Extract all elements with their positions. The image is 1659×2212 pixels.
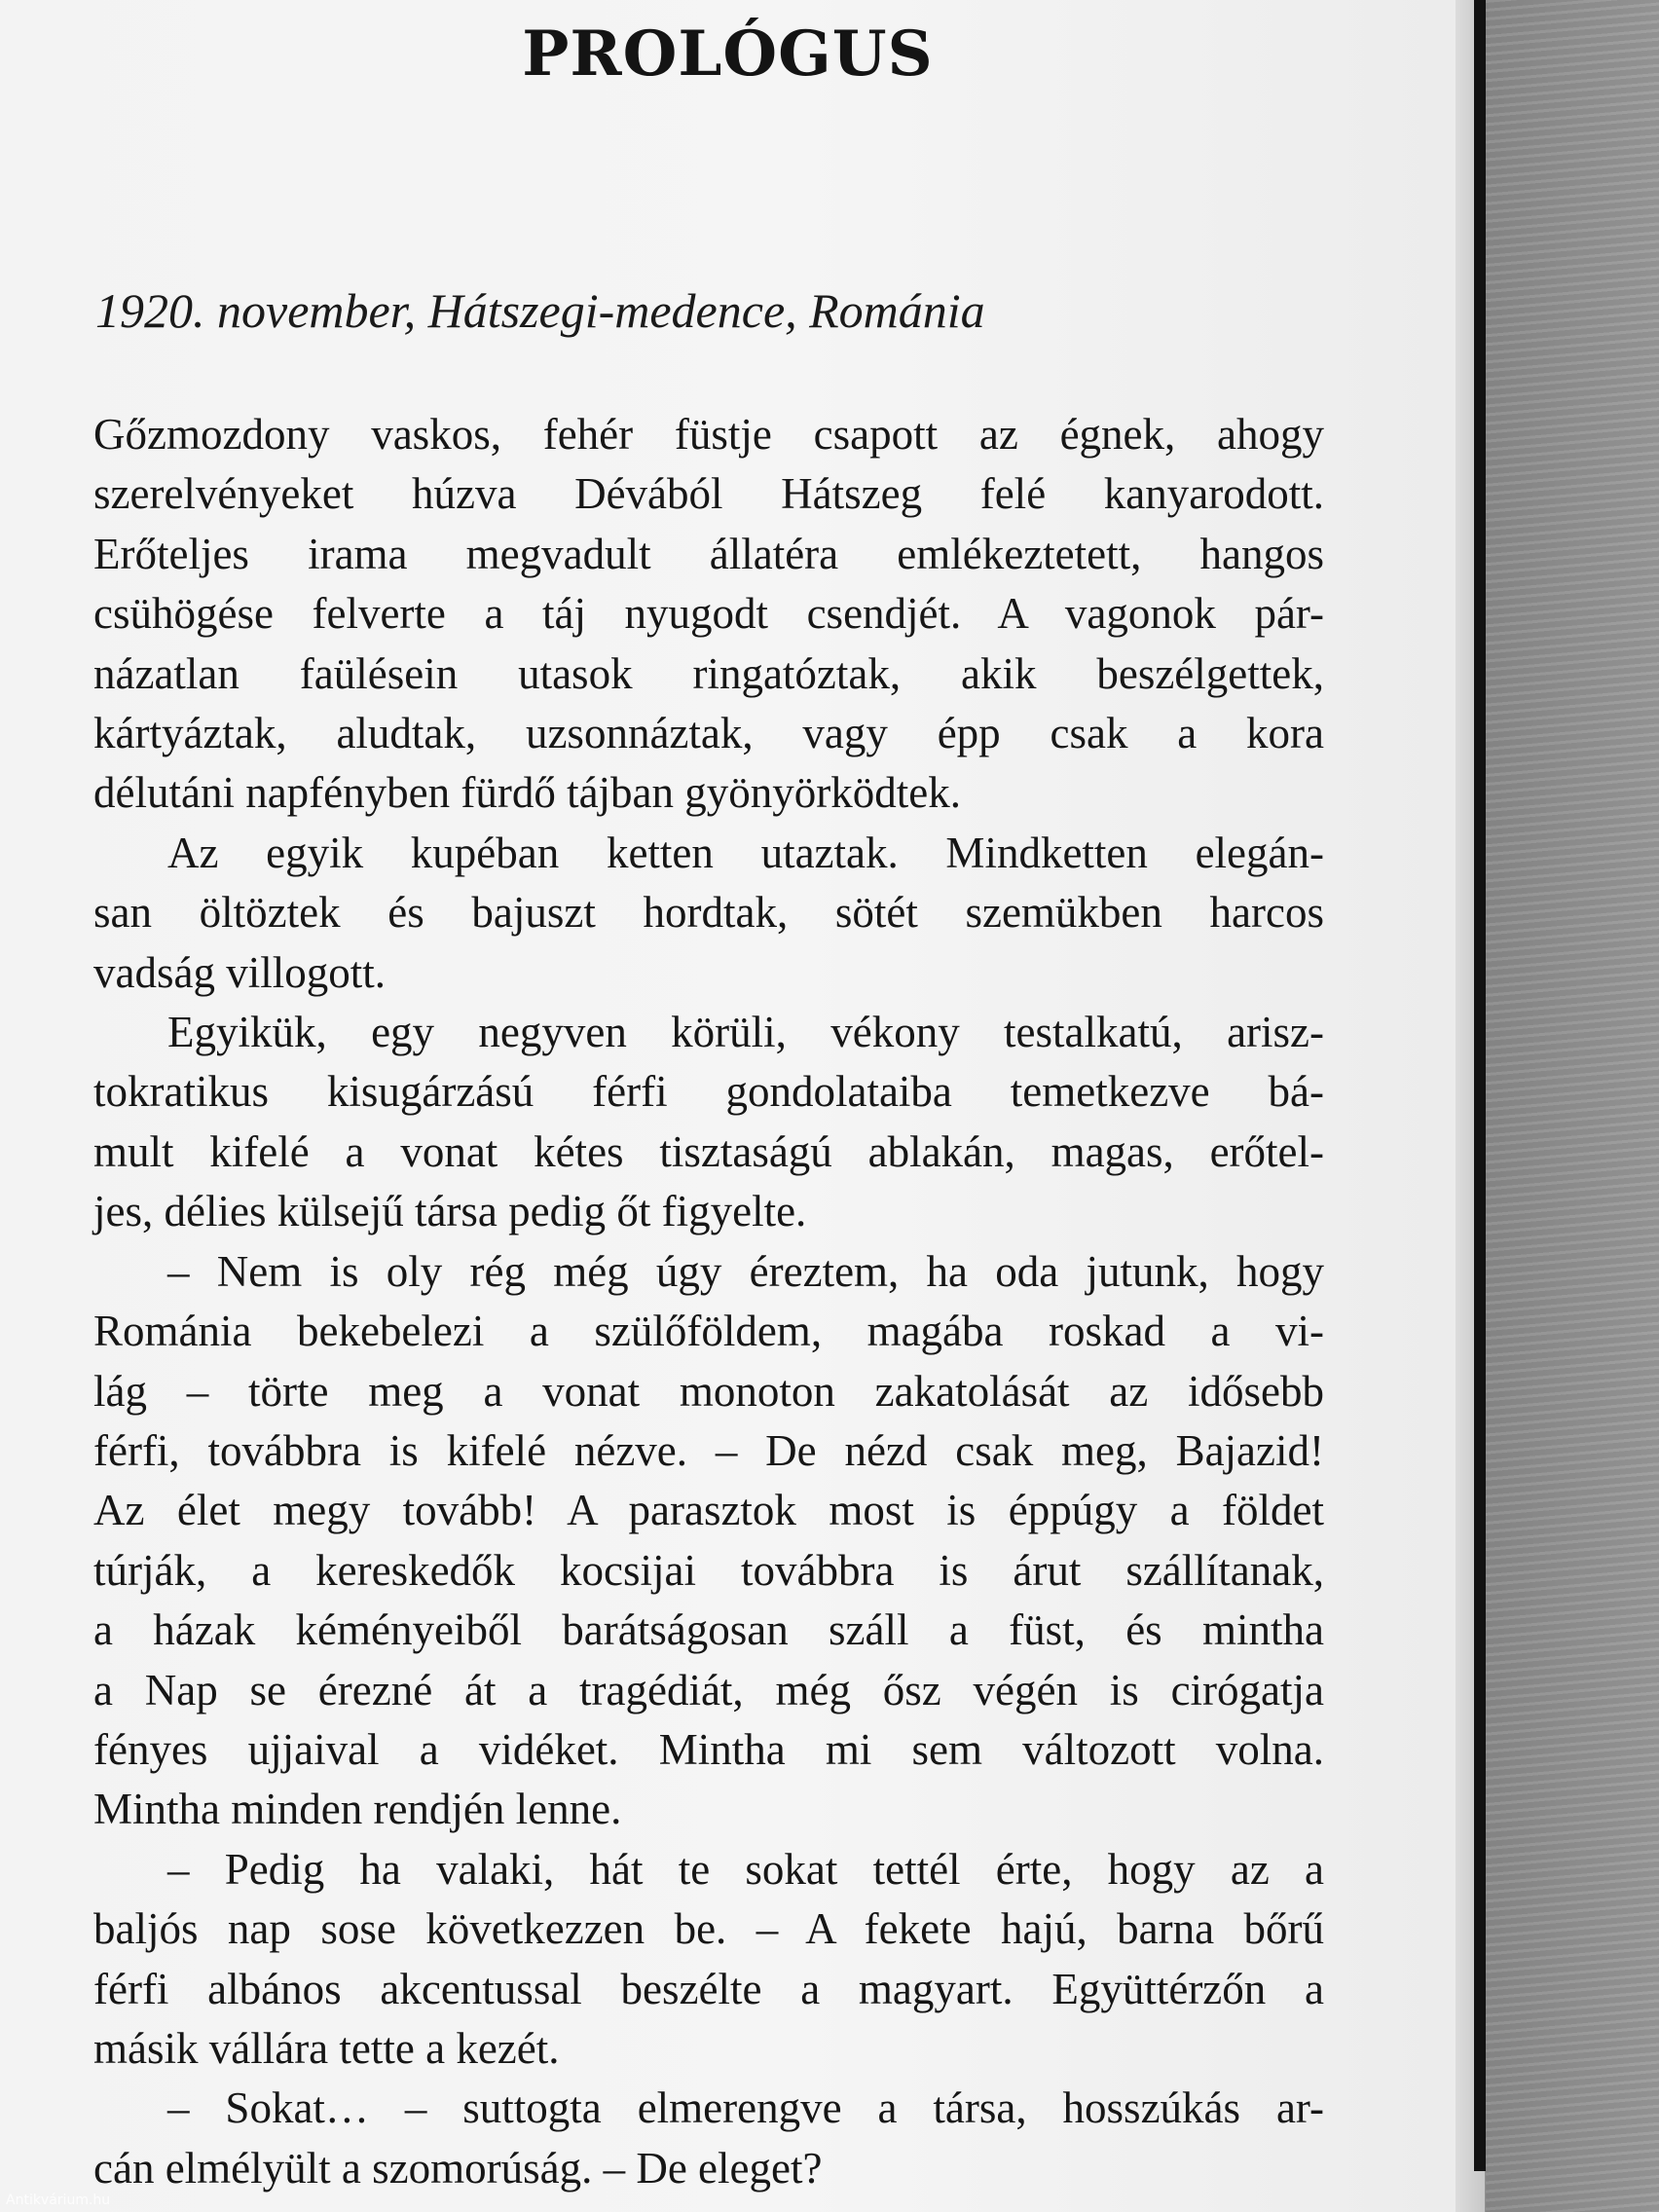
text-line: lág – törte meg a vonat monoton zakatolását az idősebb bbox=[93, 1366, 1324, 1416]
text-line: – Pedig ha valaki, hát te sokat tettél érte, hogy az a bbox=[167, 1844, 1324, 1894]
text-line: Románia bekebelezi a szülőföldem, magába roskad a vi- bbox=[93, 1307, 1324, 1356]
text-line: cán elmélyült a szomorúság. – De eleget? bbox=[93, 2143, 823, 2193]
text-line: férfi albános akcentussal beszélte a magyart. Együttérzőn a bbox=[93, 1964, 1324, 2013]
text-line: csühögése felverte a táj nyugodt csendjét. A vagonok pár- bbox=[93, 589, 1324, 639]
text-line: Erőteljes irama megvadult állatéra emlékeztetett, hangos bbox=[93, 529, 1324, 578]
text-line: san öltöztek és bajuszt hordtak, sötét szemükben harcos bbox=[93, 888, 1324, 938]
text-line: a Nap se érezné át a tragédiát, még ősz végén is cirógatja bbox=[93, 1665, 1324, 1714]
text-line: baljós nap sose következzen be. – A fekete hajú, barna bőrű bbox=[93, 1904, 1324, 1954]
paragraph bbox=[93, 1840, 1324, 2080]
chapter-body-text bbox=[93, 405, 1324, 2198]
paragraph bbox=[93, 1003, 1324, 1242]
paragraph bbox=[93, 824, 1324, 1003]
paragraph bbox=[93, 405, 1324, 824]
photo-backdrop bbox=[1486, 0, 1659, 2212]
watermark-label: Antikvárium.hu bbox=[6, 2193, 111, 2208]
text-line: szerelvényeket húzva Dévából Hátszeg felé kanyarodott. bbox=[93, 469, 1324, 519]
text-line: fényes ujjaival a vidéket. Mintha mi sem változott volna. bbox=[93, 1724, 1324, 1774]
text-line: vadság villogott. bbox=[93, 947, 386, 997]
text-line: kártyáztak, aludtak, uzsonnáztak, vagy épp csak a kora bbox=[93, 709, 1324, 758]
text-line: másik vállára tette a kezét. bbox=[93, 2023, 560, 2073]
text-line: délutáni napfényben fürdő tájban gyönyörködtek. bbox=[93, 768, 961, 818]
text-line: jes, délies külsejű társa pedig őt figyelte. bbox=[93, 1187, 807, 1236]
text-line: Az élet megy tovább! A parasztok most is éppúgy a földet bbox=[93, 1486, 1324, 1535]
text-line: Mintha minden rendjén lenne. bbox=[93, 1785, 622, 1834]
text-line: a házak kéményeiből barátságosan száll a füst, és mintha bbox=[93, 1605, 1324, 1655]
text-line: tokratikus kisugárzású férfi gondolataiba temetkezve bá- bbox=[93, 1067, 1324, 1117]
text-line: – Nem is oly rég még úgy éreztem, ha oda jutunk, hogy bbox=[167, 1246, 1324, 1296]
text-line: Gőzmozdony vaskos, fehér füstje csapott az égnek, ahogy bbox=[93, 410, 1324, 459]
book-spine bbox=[1474, 0, 1486, 2171]
text-line: – Sokat… – suttogta elmerengve a társa, hosszúkás ar- bbox=[167, 2083, 1324, 2133]
text-line: názatlan faülésein utasok ringatóztak, akik beszélgettek, bbox=[93, 648, 1324, 698]
paragraph bbox=[93, 2079, 1324, 2198]
chapter-dateline: 1920. november, Hátszegi-medence, Románia bbox=[95, 283, 985, 338]
text-line: Az egyik kupéban ketten utaztak. Mindketten elegán- bbox=[167, 828, 1324, 877]
text-line: férfi, továbbra is kifelé nézve. – De nézd csak meg, Bajazid! bbox=[93, 1425, 1324, 1475]
paragraph bbox=[93, 1242, 1324, 1840]
text-line: Egyikük, egy negyven körüli, vékony testalkatú, arisz- bbox=[167, 1008, 1324, 1057]
text-line: mult kifelé a vonat kétes tisztaságú ablakán, magas, erőtel- bbox=[93, 1126, 1324, 1176]
text-line: túrják, a kereskedők kocsijai továbbra is árut szállítanak, bbox=[93, 1545, 1324, 1595]
chapter-heading: PROLÓGUS bbox=[522, 18, 934, 91]
